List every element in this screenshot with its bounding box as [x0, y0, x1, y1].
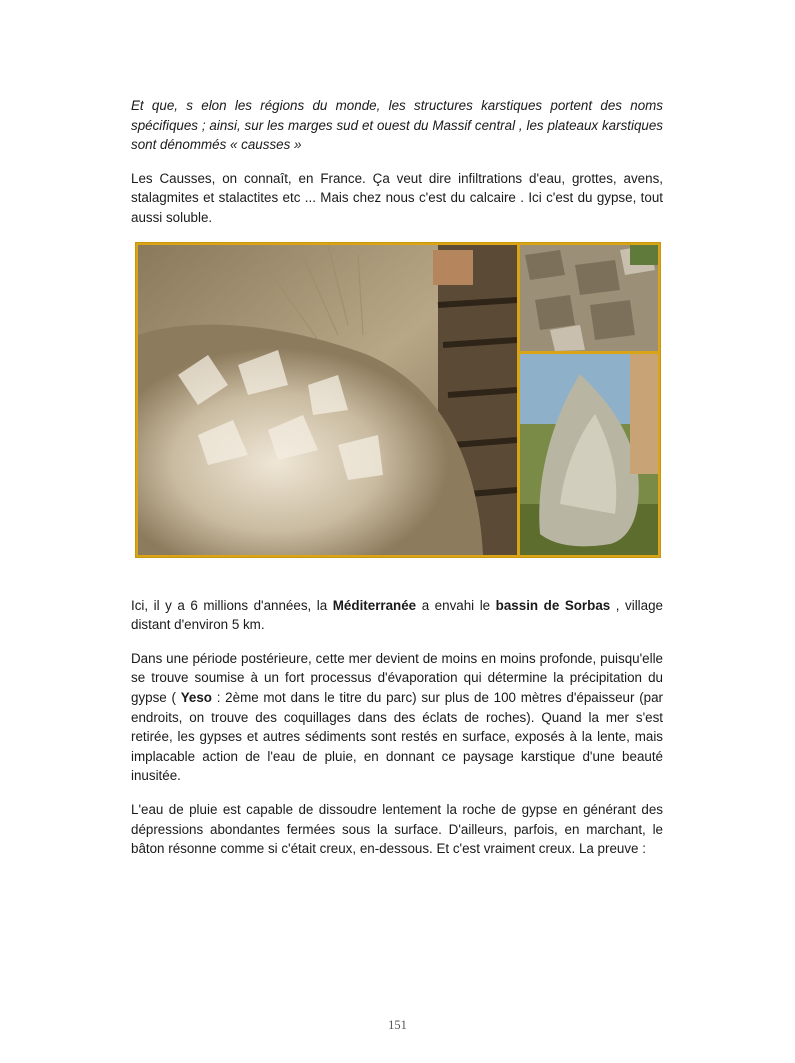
periode-paragraph [131, 649, 663, 786]
yeso-bold: Yeso [180, 689, 212, 705]
mediterranee-bold: Méditerranée [332, 597, 417, 613]
periode-text-2: : 2ème mot dans le titre du parc) sur plus de 100 mètres d'épaisseur (par endroits, on trouve des coquillages dans des éclats de roches). Quand la mer s'est retirée, les gypses et autres sédiments sont restés en surface, exposés à la lente, mais implacable action de l'eau de pluie, en donnant ce paysage karstique d'une beauté inusitée. [131, 689, 664, 784]
gypsum-crystal-rock-photo [138, 245, 517, 555]
pluie-paragraph: L'eau de pluie est capable de dissoudre lentement la roche de gypse en générant des dépressions abondantes fermées sous la surface. D'ailleurs, parfois, en marchant, le bâton résonne comme si c'était creux, en-dessous. Et c'est vraiment creux. La preuve : [131, 801, 663, 857]
causses-paragraph: Les Causses, on connaît, en France. Ça veut dire infiltrations d'eau, grottes, avens, stalagmites et stalactites etc ... Mais chez nous c'est du calcaire . Ici c'est du gypse, tout aussi soluble. [131, 170, 663, 225]
intro-paragraph: Et que, s elon les régions du monde, les structures karstiques portent des noms spécifiques ; ainsi, sur les marges sud et ouest du Massif central , les plateaux karstiques sont dénommés « causses » [131, 98, 663, 153]
sorbas-text-2: a envahi le [416, 597, 496, 613]
page-content [131, 96, 663, 859]
sorbas-text-3: , village distant d'environ 5 km. [131, 597, 663, 633]
sorbas-paragraph [131, 596, 663, 635]
bassin-sorbas-bold: bassin de Sorbas [495, 597, 611, 613]
gypsum-boulder-photo [520, 354, 658, 555]
sorbas-text-1: Ici, il y a 6 millions d'années, la [131, 597, 333, 613]
page-number: 151 [388, 1018, 407, 1032]
periode-text-1: Dans une période postérieure, cette mer devient de moins en moins profonde, puisqu'elle se trouve soumise à un fort processus d'évaporation qui détermine la précipitation du gypse ( [131, 650, 663, 705]
photo-collage [135, 242, 661, 558]
gypsum-flakes-photo [520, 245, 658, 351]
